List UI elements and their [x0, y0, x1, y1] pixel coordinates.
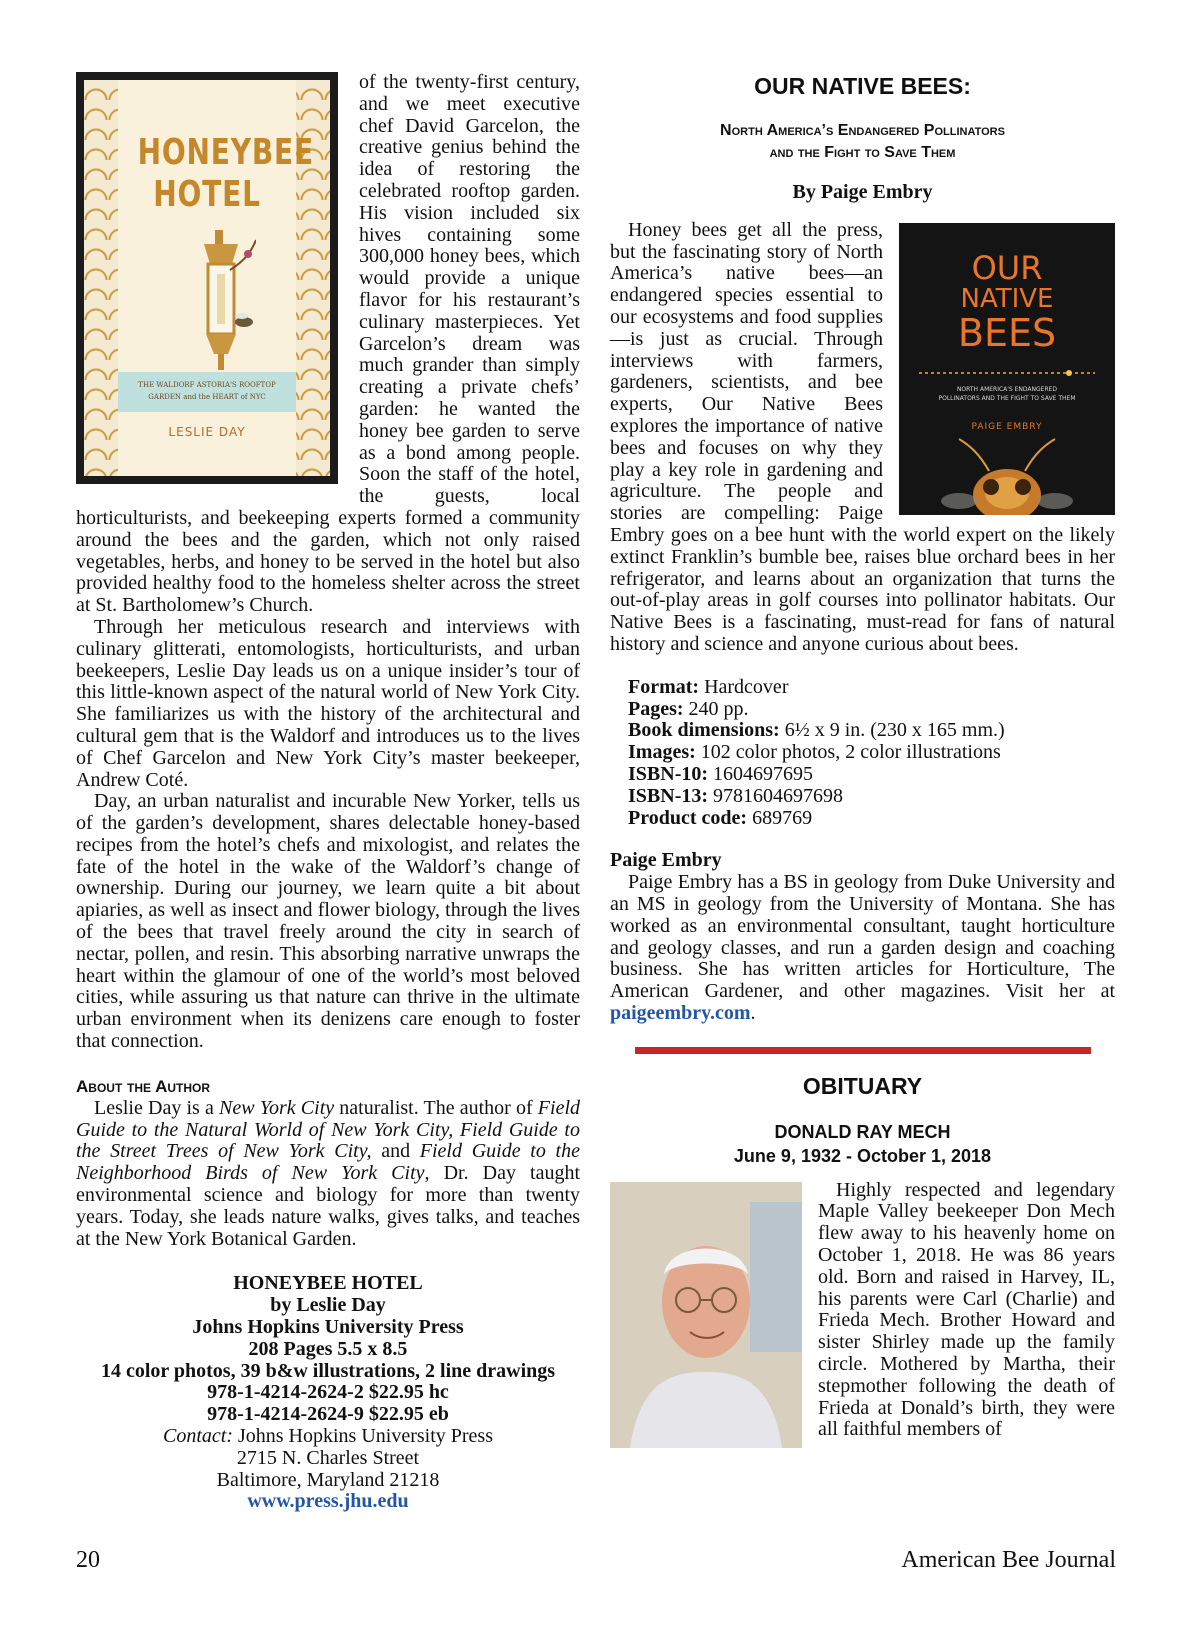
review-paragraph-2: Through her meticulous research and interviews with culinary glitterati, entomologists, horticulturists, and urban beekeepers, Leslie Day leads us on a unique insider’s tour of this little-known aspect of the natural world of New York City. She familiarizes us with the history of the architectural and cultural gem that is the Waldorf and introduces us to the lives of Chef Garcelon and New York City’s master beekeeper, Andrew Coté.	[76, 615, 580, 791]
cover-title-line1: HONEYBEE	[137, 132, 314, 173]
cover-subtitle-band	[118, 372, 296, 412]
obituary-text: Highly respected and legendary Maple Valley beekeeper Don Mech flew away to his heavenly home on October 1, 2018. He was 86 years old. Born and raised in Harvey, IL, his parents were Carl (Charlie) and Frieda Mech. Brother Howard and sister Shirley made up the family circle. Mothered by Martha, their stepmother following the death of Frieda at Donald’s birth, they were all faithful members of	[818, 1178, 1115, 1441]
book-info-block	[76, 1273, 580, 1513]
flight-path-icon	[919, 363, 1095, 383]
lantern-illustration-icon	[186, 230, 256, 380]
author-website-link[interactable]: paigeembry.com	[610, 1001, 751, 1024]
cover-word-our: OUR	[971, 248, 1043, 287]
author-bio-heading: Paige Embry	[610, 849, 722, 872]
obituary-dates: June 9, 1932 - October 1, 2018	[733, 1145, 992, 1166]
book-specs	[610, 677, 1115, 830]
book-info-publisher: Johns Hopkins University Press	[192, 1316, 464, 1339]
spec-isbn13: ISBN-13: 9781604697698	[628, 784, 844, 807]
about-author-text: Leslie Day is a New York City naturalist. The author of Field Guide to the Natural World of New York City, Field Guide to the Street Trees of New York City, and Field Guide to the Neighborhood Birds of New York City, Dr. Day taught environmental science and biology for more than twenty years. Today, she leads nature walks, gives talks, and teaches at the New York Botanical Garden.	[76, 1096, 581, 1250]
spec-images: Images: 102 color photos, 2 color illustrations	[628, 741, 1001, 764]
obituary-name: DONALD RAY MECH	[774, 1121, 951, 1142]
right-column	[610, 72, 1115, 1452]
cover-small-line2: POLLINATORS AND THE FIGHT TO SAVE THEM	[938, 394, 1076, 402]
left-column	[76, 72, 580, 1513]
subtitle-line-2: and the Fight to Save Them	[769, 144, 956, 161]
spec-format: Format: Hardcover	[628, 675, 789, 698]
about-author-heading: About the Author	[76, 1076, 211, 1096]
book-info-author: by Leslie Day	[270, 1294, 386, 1317]
article-subtitle	[610, 120, 1115, 164]
publisher-website-link[interactable]: www.press.jhu.edu	[247, 1490, 409, 1513]
our-native-bees-cover	[899, 223, 1115, 515]
article-byline: By Paige Embry	[792, 181, 933, 203]
cover-author: LESLIE DAY	[168, 425, 246, 439]
bee-illustration-icon	[939, 435, 1075, 515]
contact-city: Baltimore, Maryland 21218	[216, 1468, 440, 1491]
native-bees-description: Honey bees get all the press, but the fascinating story of North America’s native bees—an endangered species essential to our ecosystems and food supplies—is just as crucial. Through interviews with farmers, gardeners, scientists, and bee experts, Our Native Bees explores the importance of native bees and focuses on why they play a key role in gardening and agriculture. The people and stories are compelling: Paige Embry goes on a bee hunt with the world expert on the likely extinct Franklin’s bumble bee, raises blue orchard bees in her refrigerator, and learns about an organization that turns the out-of-play areas in golf courses into pollinator habitats. Our Native Bees is a fascinating, must-read for fans of natural history and science and anyone curious about bees.	[610, 218, 1115, 655]
cover-band-line2: GARDEN and the HEART of NYC	[148, 393, 266, 401]
spec-product-code: Product code: 689769	[628, 806, 813, 829]
cover-word-bees: BEES	[957, 310, 1057, 355]
cover-small-line1: NORTH AMERICA'S ENDANGERED	[956, 385, 1058, 393]
page-number: 20	[76, 1547, 100, 1573]
cover-author-name: PAIGE EMBRY	[971, 421, 1043, 432]
book-info-isbn-hc: 978-1-4214-2624-2 $22.95 hc	[207, 1381, 449, 1404]
book-info-title: HONEYBEE HOTEL	[233, 1272, 423, 1295]
spec-dimensions: Book dimensions: 6½ x 9 in. (230 x 165 mm.)	[628, 719, 1005, 742]
contact-street: 2715 N. Charles Street	[236, 1446, 420, 1469]
cover-band-line1: THE WALDORF ASTORIA'S ROOFTOP	[138, 381, 276, 389]
section-divider	[635, 1047, 1091, 1054]
spec-pages: Pages: 240 pp.	[628, 697, 749, 720]
portrait-person-icon	[610, 1182, 802, 1448]
article-title: OUR NATIVE BEES:	[754, 73, 971, 99]
cover-title-line2: HOTEL	[153, 174, 261, 215]
contact-line: Contact: Johns Hopkins University Press	[162, 1425, 493, 1448]
journal-name: American Bee Journal	[901, 1547, 1116, 1573]
book-info-illustrations: 14 color photos, 39 b&w illustrations, 2 line drawings	[100, 1359, 556, 1382]
review-paragraph-1: of the twenty-first century, and we meet executive chef David Garcelon, the creative genius behind the idea of restoring the celebrated rooftop garden. His vision included six hives containing some 300,000 honey bees, which would provide a unique flavor for his restaurant’s culinary masterpieces. Yet Garcelon’s dream was much grander than simply creating a private chefs’ garden: he wanted the honey bee garden to serve as a bond among people. Soon the staff of the hotel, the guests, local horticulturists, and beekeeping experts formed a community around the bees and the garden, which not only raised vegetables, herbs, and honey to be served in the hotel but also provided healthy food to the homeless shelter across the street at St. Bartholomew’s Church.	[76, 71, 580, 617]
subtitle-line-1: North America’s Endangered Pollinators	[720, 122, 1005, 139]
book-info-pages: 208 Pages 5.5 x 8.5	[248, 1337, 408, 1360]
obituary-heading: OBITUARY	[802, 1072, 923, 1099]
review-paragraph-3: Day, an urban naturalist and incurable New Yorker, tells us of the garden’s development, shares delectable honey-based recipes from the hotel’s chefs and mixologist, and relates the fate of the hotel in the wake of the Waldorf’s change of ownership. During our journey, we learn quite a bit about apiaries, as well as insect and flower biology, through the lives of the bees that travel freely around the city in search of nectar, pollen, and resin. This absorbing narrative unwraps the heart within the glamour of one of the world’s most beloved cities, while assuring us that nature can thrive in the ultimate urban environment when its denizens care enough to foster that connection.	[76, 790, 580, 1053]
honeybee-hotel-cover	[76, 72, 338, 484]
cover-word-native: NATIVE	[960, 283, 1054, 314]
spec-isbn10: ISBN-10: 1604697695	[628, 762, 814, 785]
book-info-isbn-eb: 978-1-4214-2624-9 $22.95 eb	[207, 1403, 449, 1426]
author-bio: Paige Embry has a BS in geology from Duke University and an MS in geology from the University of Montana. She has worked as an environmental consultant, taught horticulture and geology classes, and run a garden design and coaching business. She has written articles for Horticulture, The American Gardener, and other magazines. Visit her at paigeembry.com.	[610, 871, 1115, 1024]
obituary-portrait-photo	[610, 1182, 802, 1448]
